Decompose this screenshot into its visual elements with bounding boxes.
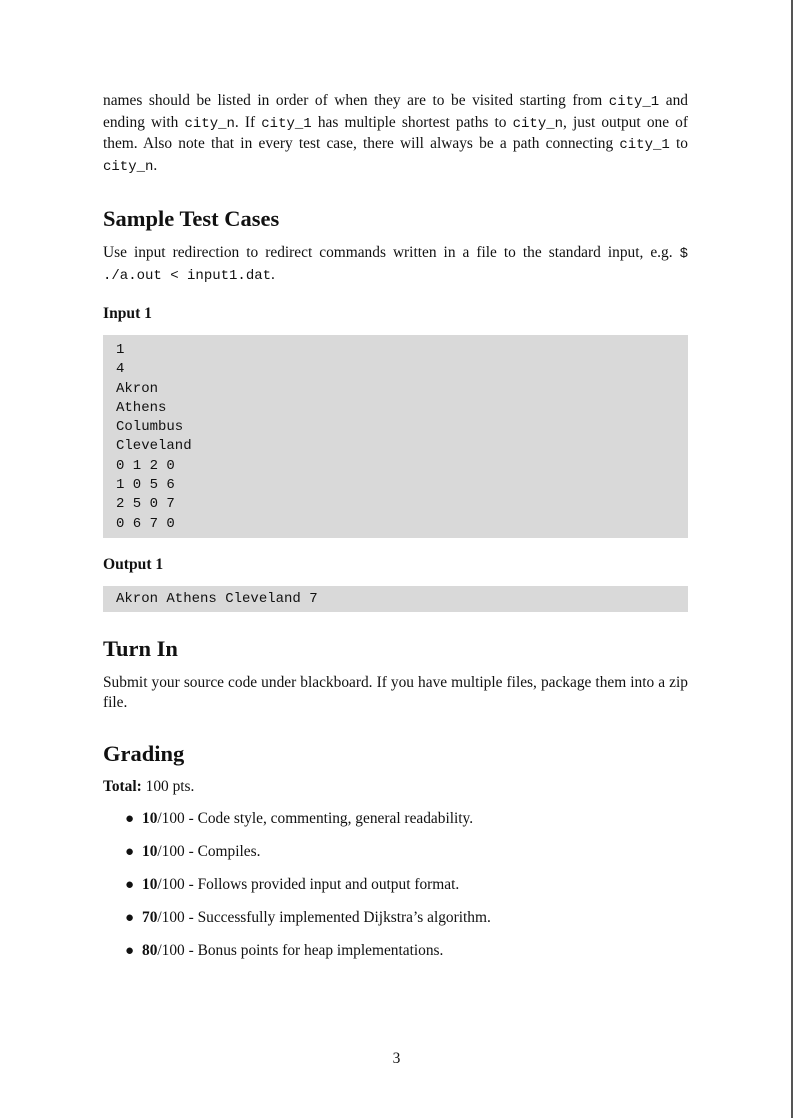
input-heading: Input 1 [103,305,152,322]
list-item: ● 70/100 - Successfully implemented Dijkstra’s algorithm. [125,908,491,926]
inline-code: city_1 [261,115,312,132]
grading-heading: Grading [103,741,185,767]
grading-total: Total: 100 pts. [103,778,195,796]
turnin-paragraph: Submit your source code under blackboard. If you have multiple files, package them into a zip file. [103,674,688,711]
inline-code: city_n [512,115,564,132]
output-heading: Output 1 [103,555,164,573]
code-line: Cleveland [116,438,192,455]
bullet-icon: ● [125,843,135,860]
inline-code: city_1 [608,94,660,110]
inline-code: city_1 [619,137,670,153]
bullet-icon: ● [125,909,135,926]
command-code: $ ./a.out < input1.dat [103,246,688,284]
turnin-heading: Turn In [103,636,178,662]
code-line: 0 1 2 0 [116,457,175,474]
code-line: Columbus [116,419,184,436]
list-item: ● 80/100 - Bonus points for heap implementations. [125,941,444,959]
code-line: Akron Athens Cleveland 7 [116,590,318,607]
code-line: 4 [116,361,125,378]
bullet-icon: ● [125,876,135,893]
bullet-icon: ● [125,810,135,827]
document-page [103,91,688,974]
page-number: 3 [392,1050,401,1067]
code-line: Athens [116,399,167,416]
sample-heading: Sample Test Cases [103,206,280,231]
input-code-block [103,335,688,538]
code-line: 0 6 7 0 [116,515,175,532]
code-line: Akron [116,380,159,397]
code-line: 1 [116,342,125,358]
grading-list [103,809,688,961]
intro-paragraph: names should be listed in order of when they are to be visited starting from city_1 and ending with city_n. If city_1 has multiple shortest paths to city_n, just output one of them. Also note that in every test case, there will always be a path connecting city_1 to city_n. [103,92,688,175]
output-code-block [103,586,688,612]
bullet-icon: ● [125,942,135,959]
code-line: 1 0 5 6 [116,477,175,494]
list-item: ● 10/100 - Compiles. [125,842,261,860]
list-item: ● 10/100 - Follows provided input and output format. [125,875,460,893]
sample-paragraph: Use input redirection to redirect commands written in a file to the standard input, e.g. $ ./a.out < input1.dat. [103,244,688,284]
inline-code: city_n [184,115,235,132]
list-item: ● 10/100 - Code style, commenting, general readability. [125,809,474,827]
inline-code: city_n [103,158,154,175]
code-line: 2 5 0 7 [116,496,175,513]
